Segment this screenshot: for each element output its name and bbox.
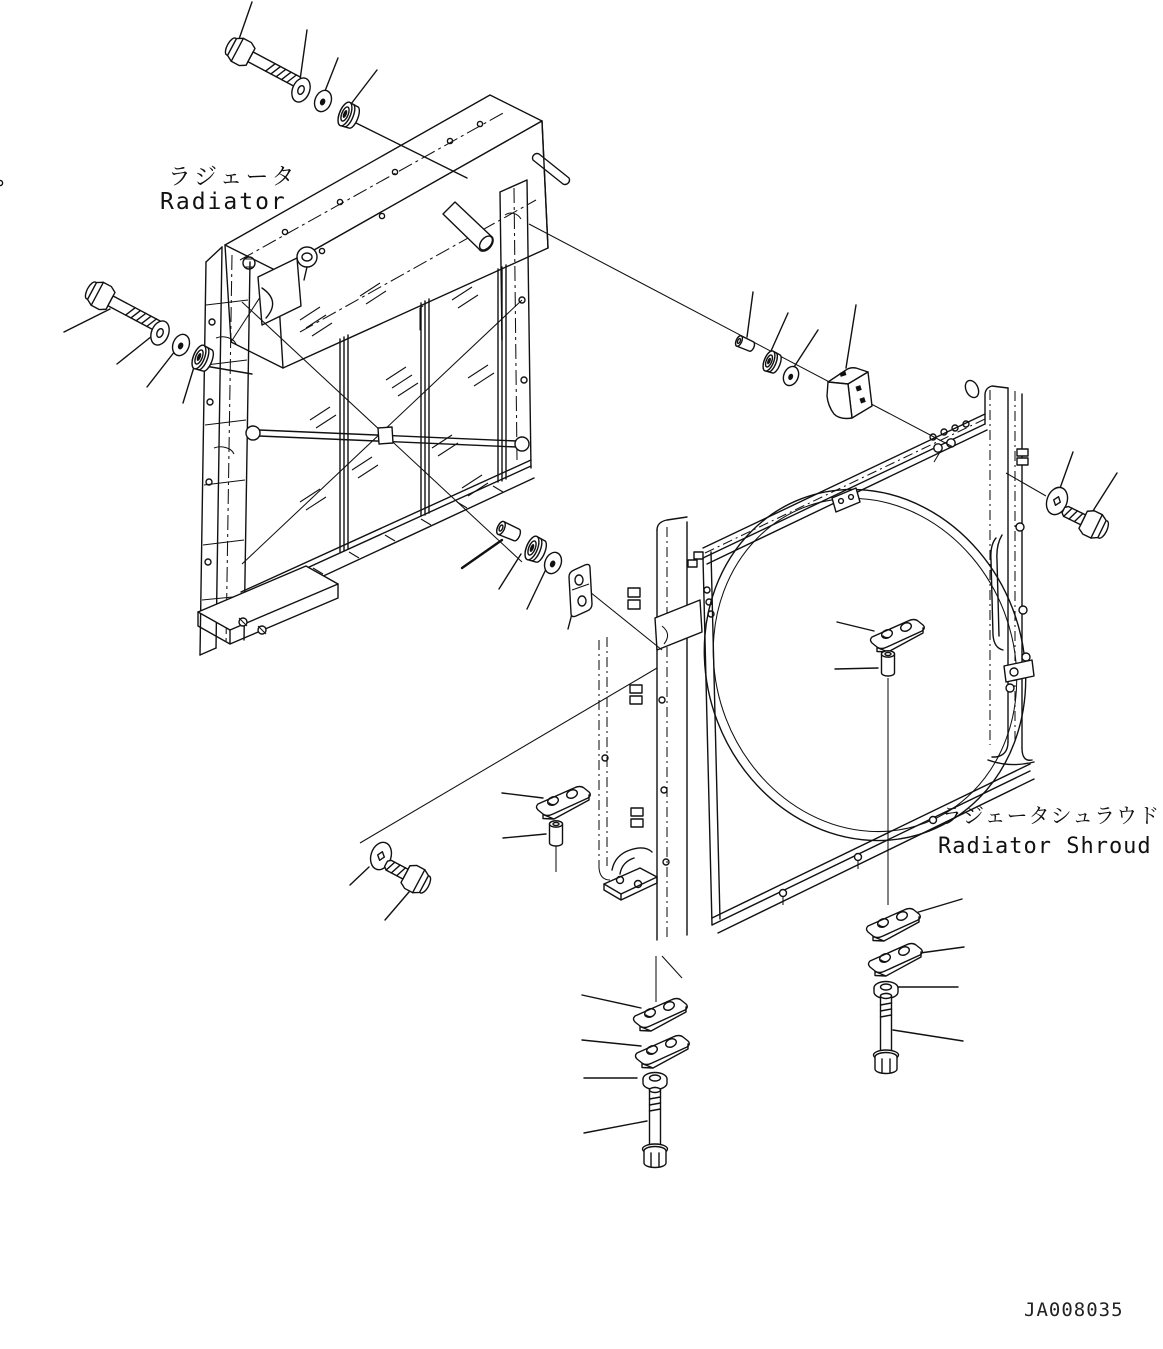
mount-plate-icon <box>636 1036 690 1069</box>
leaders-shroud-upper-mount <box>747 292 856 368</box>
washer-icon <box>311 88 334 114</box>
shroud-label-en: Radiator Shroud <box>938 834 1152 859</box>
pin-icon <box>550 821 563 846</box>
shroud-inner-left-parts <box>537 787 591 847</box>
mount-plate-icon <box>867 909 921 942</box>
shroud-bottom-center-parts <box>634 999 690 1168</box>
drawing-number: JA008035 <box>1024 1299 1124 1321</box>
radiator-base-foot <box>198 566 338 644</box>
radiator-label-jp: ラジェータ <box>168 164 298 190</box>
shroud-hidden-flange <box>599 637 610 880</box>
hex-bolt-icon <box>643 1088 668 1168</box>
spacer-icon <box>734 335 756 353</box>
washer-icon <box>781 364 802 388</box>
mount-plate-icon <box>537 787 591 820</box>
radiator-top-mount-parts <box>221 33 362 130</box>
mount-plate-icon <box>634 999 688 1032</box>
mount-grommet-icon <box>335 100 362 130</box>
bracket-icon <box>827 368 872 419</box>
mount-grommet-icon <box>761 349 784 375</box>
mount-plate-icon <box>871 620 925 653</box>
leaders-shroud-inner-upper <box>835 622 878 669</box>
leaders-radiator-lower-mount <box>499 554 574 629</box>
radiator-side-mount-parts <box>81 277 216 373</box>
shroud-right-mount-parts <box>1043 484 1112 542</box>
mount-plate-icon <box>869 944 923 977</box>
shroud-left-mount-parts <box>367 840 434 898</box>
radiator-top-tank <box>225 95 548 368</box>
radiator-label-en: Radiator <box>160 189 287 215</box>
shroud-upper-mount-parts <box>734 335 872 419</box>
leaders-shroud-right-mount <box>1059 452 1117 514</box>
alignment-lines <box>360 224 1046 1002</box>
shroud-label-jp: ラジェータシュラウド <box>941 804 1161 828</box>
shroud-bottom-right-parts <box>867 909 923 1074</box>
shroud-bottom-left-foot <box>604 848 657 900</box>
leader-spacer-lower <box>462 540 502 568</box>
bracket-icon <box>569 564 592 616</box>
leaders-shroud-inner-left <box>502 793 546 838</box>
pin-icon <box>882 651 895 676</box>
spacer-icon <box>495 520 522 542</box>
shroud-inner-upper-parts <box>871 620 925 677</box>
radiator-lower-mount-parts <box>495 520 592 616</box>
hex-bolt-icon <box>874 994 899 1074</box>
